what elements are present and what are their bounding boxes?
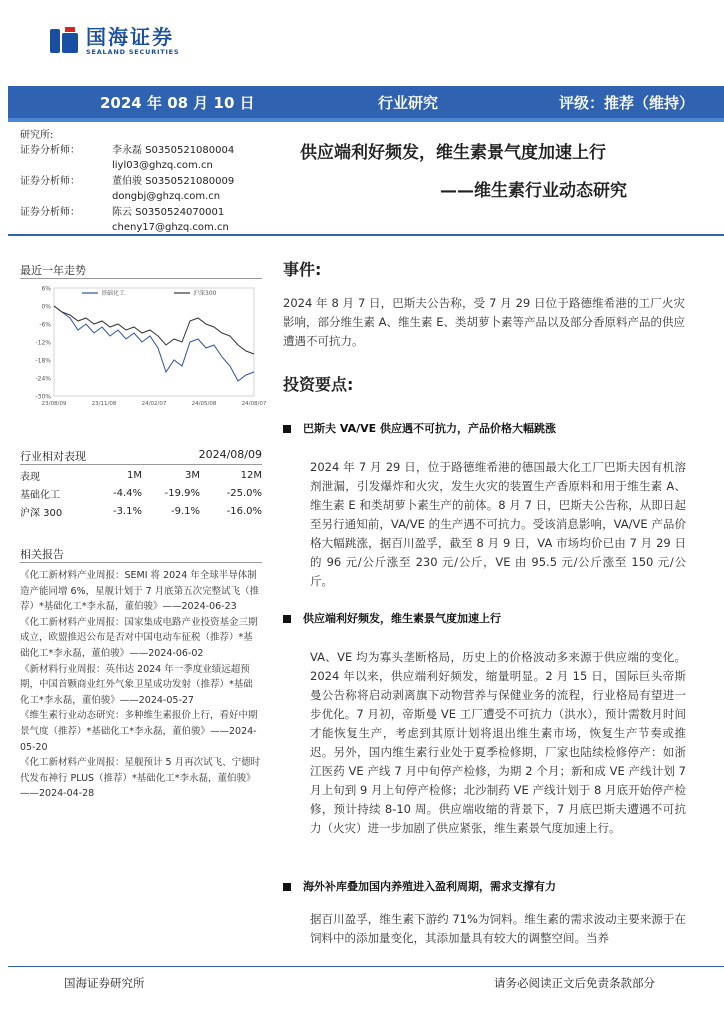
related-report-item[interactable]: 《新材料行业周报：英伟达 2024 年一季度业绩远超预期，中国首颗商业红外气象卫星成功发射（推荐）*基础化工*李永磊，董伯骏》——2024-05-27	[20, 663, 253, 706]
analyst-email: liyl03@ghzq.com.cn	[112, 160, 213, 171]
footer-divider	[8, 966, 724, 967]
logo-mark-icon	[50, 27, 80, 55]
y-tick-label: -6%	[39, 321, 51, 329]
x-tick-label: 23/11/08	[91, 401, 117, 407]
section-title-text: 供应端利好频发，维生素景气度加速上行	[303, 612, 501, 625]
table-cell: -16.0%	[226, 505, 262, 517]
y-tick-label: 0%	[41, 303, 51, 311]
analyst-name-id: 陈云 S0350524070001	[112, 207, 225, 218]
section-title	[283, 878, 556, 894]
section-title	[283, 610, 501, 626]
table-header-cell: 1M	[127, 469, 142, 481]
table-cell: -25.0%	[226, 487, 262, 499]
table-header-cell: 3M	[185, 469, 200, 481]
analyst-header: 研究所:	[20, 130, 54, 141]
analyst-role: 证券分析师：	[20, 145, 80, 156]
section-text: 据百川盈孚，维生素下游约 71%为饲料。维生素的需求波动主要来源于在饲料中的添加量变化，其添加量具有较大的调整空间。当养	[310, 912, 686, 945]
trend-heading: 最近一年走势	[20, 264, 86, 277]
report-rating: 评级：推荐（维持）	[559, 94, 695, 112]
related-report-item[interactable]: 《化工新材料产业周报：星舰预计 5 月再次试飞、宁德时代发布神行 PLUS（推荐）*基础化工*李永磊，董伯骏》——2024-04-28	[20, 757, 261, 800]
y-tick-label: -30%	[35, 393, 51, 401]
x-tick-label: 24/08/07	[241, 401, 267, 407]
section-title	[283, 420, 556, 436]
x-tick-label: 24/02/07	[141, 401, 167, 407]
table-row	[20, 502, 262, 520]
related-report-item[interactable]: 《化工新材料产业周报：SEMI 将 2024 年全球半导体制造产能同增 6%，星舰计划于 7 月底第五次完整试飞（推荐）*基础化工*李永磊，董伯骏》——2024-06-23	[20, 570, 260, 613]
related-reports-list	[20, 568, 262, 802]
company-logo	[50, 26, 179, 56]
section-text: 2024 年 7 月 29 日，位于路德维希港的德国最大化工厂巴斯夫因有机溶剂泄漏，引发爆炸和火灾，发生火灾的装置生产香原料和用于维生素 A、维生素 E 和类胡萝卜素生产的前体。8 月 7 日，巴斯夫公告称，从即日起至另行通知前，VA/VE 的生产遇不可抗力。受该消息影响，VA/VE 产品价格大幅跳涨，据百川盈孚，截至 8 月 9 日，VA 市场均价已由 7 月 29 日的 96 元/公斤涨至 230 元/公斤，VE 由 95.5 元/公斤涨至 150 元/公斤。	[310, 460, 686, 588]
y-tick-label: 6%	[41, 285, 51, 293]
trend-divider	[20, 278, 262, 279]
x-tick-label: 23/08/09	[41, 401, 67, 407]
logo-chinese-name: 国海证券	[86, 25, 174, 49]
series-line	[54, 306, 254, 354]
header-banner	[8, 86, 724, 118]
report-subtitle: ——维生素行业动态研究	[440, 181, 627, 201]
section-text: VA、VE 均为寡头垄断格局，历史上的价格波动多来源于供应端的变化。2024 年以来，供应端利好频发，缩量明显。2 月 15 日，国际巨头帝斯曼公告称将启动剥离旗下动物营养与保健业务的流程，行业格局有望进一步优化。7 月初，帝斯曼 VE 工厂遭受不可抗力（洪水），预计需数月时间才能恢复生产，考虑到其原计划将退出维生素市场，恢复生产节奏或推迟。另外，国内维生素行业处于夏季检修期，厂家也陆续检修停产：如浙江医药 VE 产线 7 月中旬停产检修，为期 2 个月；新和成 VE 产线计划 7 月上旬到 9 月上旬停产检修；北沙制药 VE 产线计划于 8 月底开始停产检修，预计持续 8-10 周。供应端收缩的背景下，7 月底巴斯夫遭遇不可抗力（火灾）进一步加剧了供应紧张，维生素景气度加速上行。	[310, 650, 686, 835]
related-report-item[interactable]: 《化工新材料产业周报：国家集成电路产业投资基金三期成立，欧盟推迟公布是否对中国电动车征税（推荐）*基础化工*李永磊，董伯骏》——2024-06-02	[20, 616, 258, 659]
analyst-block	[20, 128, 234, 235]
footer-institute: 国海证券研究所	[64, 976, 145, 990]
section-title-text: 海外补库叠加国内养殖进入盈利周期，需求支撑有力	[303, 880, 556, 893]
table-cell: 基础化工	[20, 489, 60, 501]
event-heading: 事件:	[283, 260, 322, 279]
section-title-text: 巴斯夫 VA/VE 供应遇不可抗力，产品价格大幅跳涨	[303, 422, 556, 435]
report-category: 行业研究	[378, 94, 439, 112]
analyst-role: 证券分析师：	[20, 207, 80, 218]
trend-chart	[20, 280, 267, 412]
footer-disclaimer: 请务必阅读正文后免责条款部分	[494, 976, 655, 990]
points-heading: 投资要点:	[283, 375, 354, 394]
report-title: 供应端利好频发，维生素景气度加速上行	[300, 143, 606, 163]
logo-english-name: SEALAND SECURITIES	[86, 48, 180, 56]
y-tick-label: -12%	[35, 339, 51, 347]
table-cell: -4.4%	[112, 487, 142, 499]
table-cell: -3.1%	[112, 505, 142, 517]
y-tick-label: -24%	[35, 375, 51, 383]
analyst-email: dongbj@ghzq.com.cn	[112, 191, 221, 202]
event-text: 2024 年 8 月 7 日，巴斯夫公告称，受 7 月 29 日位于路德维希港的工厂火灾影响，部分维生素 A、维生素 E、类胡萝卜素等产品以及部分香原料产品的供应遭遇不可抗力。	[283, 296, 685, 348]
banner-underline	[8, 118, 724, 122]
table-header-cell: 12M	[240, 469, 262, 481]
analyst-name-id: 李永磊 S0350521080004	[112, 145, 235, 156]
table-row	[20, 484, 262, 502]
y-tick-label: -18%	[35, 357, 51, 365]
table-cell: -19.9%	[164, 487, 200, 499]
analyst-name-id: 董伯骏 S0350521080009	[112, 176, 235, 187]
performance-date: 2024/08/09	[198, 448, 262, 461]
table-cell: 沪深 300	[20, 507, 63, 519]
table-header-row	[20, 466, 262, 484]
reports-heading: 相关报告	[20, 548, 64, 561]
bullet-square-icon	[283, 883, 291, 891]
performance-header	[20, 448, 262, 464]
top-divider	[8, 234, 724, 236]
reports-divider	[20, 562, 262, 563]
report-date: 2024 年 08 月 10 日	[100, 94, 255, 112]
bullet-square-icon	[283, 425, 291, 433]
x-tick-label: 24/05/08	[191, 401, 217, 407]
related-report-item[interactable]: 《维生素行业动态研究：多种维生素报价上行，看好中期景气度（推荐）*基础化工*李永磊，董伯骏》——2024-05-20	[20, 710, 258, 753]
performance-divider	[20, 464, 262, 465]
legend-label: 基础化工	[101, 290, 126, 297]
table-header-cell: 表现	[20, 471, 40, 483]
performance-heading: 行业相对表现	[20, 450, 86, 463]
legend-label: 沪深300	[193, 290, 217, 297]
analyst-email: cheny17@ghzq.com.cn	[112, 222, 229, 233]
analyst-role: 证券分析师：	[20, 176, 80, 187]
bullet-square-icon	[283, 615, 291, 623]
table-cell: -9.1%	[170, 505, 200, 517]
series-line	[54, 306, 254, 381]
performance-table	[20, 466, 262, 520]
